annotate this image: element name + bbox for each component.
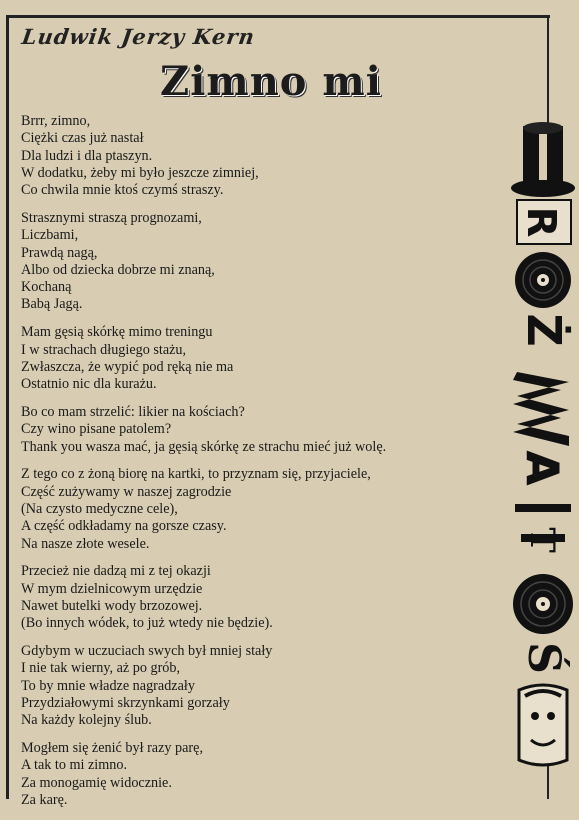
poem-line: A część odkładamy na gorsze czasy.	[21, 518, 227, 535]
poem-line: I nie tak wierny, aż po grób,	[21, 660, 181, 677]
poem-line: Liczbami,	[21, 227, 79, 244]
poem-line: (Na czysto medyczne cele),	[21, 500, 178, 517]
poem-line: Część zużywamy w naszej zagrodzie	[21, 483, 232, 500]
poem-line: Z tego co z żoną biorę na kartki, to przyznam się, przyjaciele,	[21, 466, 371, 483]
poem-line: Strasznymi straszą prognozami,	[21, 209, 202, 226]
sidebar-letter-z	[517, 313, 571, 346]
svg-text:Ś: Ś	[518, 642, 569, 674]
poem-line: A tak to mi zimno.	[21, 757, 128, 774]
poem-line: Brrr, zimno,	[21, 113, 91, 129]
poem-line: Babą Jagą.	[21, 296, 83, 313]
poem-line: Na każdy kolejny ślub.	[21, 712, 152, 729]
face-caricature-icon	[519, 685, 567, 765]
svg-text:Ż: Ż	[517, 313, 571, 347]
author-name: Ludwik Jerzy Kern	[20, 24, 257, 49]
poem-line: (Bo innych wódek, to już wtedy nie będzie).	[21, 615, 273, 632]
poem-line: Bo co mam strzelić: likier na kościach?	[21, 403, 245, 420]
poem-line: W mym dzielnicowym urzędzie	[21, 580, 203, 597]
stanza	[21, 210, 501, 314]
poem-line: Na nasze złote wesele.	[21, 535, 150, 552]
poem-line: Za monogamię widocznie.	[21, 774, 172, 791]
sidebar-letter-a	[516, 451, 567, 485]
top-hat-icon	[511, 122, 575, 197]
stanza	[21, 466, 501, 552]
poem-line: Czy wino pisane patolem?	[21, 421, 172, 438]
frame-top-rule	[6, 15, 550, 18]
poem-line: To by mnie władze nagradzały	[21, 677, 195, 694]
poem-line: Prawdą nagą,	[21, 244, 98, 261]
stanza	[21, 113, 501, 199]
poem-line: Albo od dziecka dobrze mi znaną,	[21, 261, 215, 278]
vinyl-record-icon	[513, 574, 573, 634]
poem-line: Dla ludzi i dla ptaszyn.	[21, 147, 153, 164]
rozmaitosci-sidebar	[505, 120, 579, 780]
sidebar-letter-s	[518, 642, 571, 674]
svg-text:R: R	[518, 206, 564, 238]
stanza	[21, 643, 501, 729]
poem-line: Zwłaszcza, że wypić pod ręką nie ma	[21, 358, 234, 375]
svg-text:A: A	[516, 450, 567, 486]
poem-line: Ostatnio nic dla kurażu.	[21, 376, 157, 393]
poem-line: Mam gęsią skórkę mimo treningu	[21, 324, 213, 341]
poem-line: Przydziałowymi skrzynkami gorzały	[21, 694, 230, 711]
svg-text:T: T	[522, 527, 562, 553]
poem-line: Za karę.	[21, 791, 68, 808]
stanza	[21, 404, 501, 456]
poem-line: Thank you wasza mać, ja gęsią skórkę ze strachu mieć już wolę.	[21, 438, 387, 455]
vinyl-record-icon	[515, 252, 571, 308]
poem-line: W dodatku, żeby mi było jeszcze zimniej,	[21, 164, 259, 181]
poem-line: Gdybym w uczuciach swych był mniej stały	[21, 643, 273, 660]
poem-line: Mogłem się żenić był razy parę,	[21, 740, 203, 756]
poem-line: Przecież nie dadzą mi z tej okazji	[21, 563, 211, 580]
frame-right-rule	[547, 15, 549, 125]
sidebar-letter-zigzag	[513, 372, 569, 446]
rozmaitosci-masthead	[505, 120, 579, 780]
poem-line: Ciężki czas już nastał	[21, 130, 144, 147]
poem-line: Kochaną	[21, 279, 72, 296]
poem-line: Co chwila mnie ktoś czymś straszy.	[21, 182, 224, 199]
frame-left-rule	[6, 15, 9, 799]
sidebar-letters-it	[515, 504, 571, 553]
stanza	[21, 324, 501, 393]
poem-line: Nawet butelki wody brzozowej.	[21, 597, 203, 614]
poem-line: I w strachach długiego stażu,	[21, 341, 187, 358]
sidebar-letter-r	[517, 200, 571, 244]
poem-body	[21, 113, 501, 820]
poem-title: Zimno mi	[160, 58, 382, 105]
stanza	[21, 563, 501, 632]
